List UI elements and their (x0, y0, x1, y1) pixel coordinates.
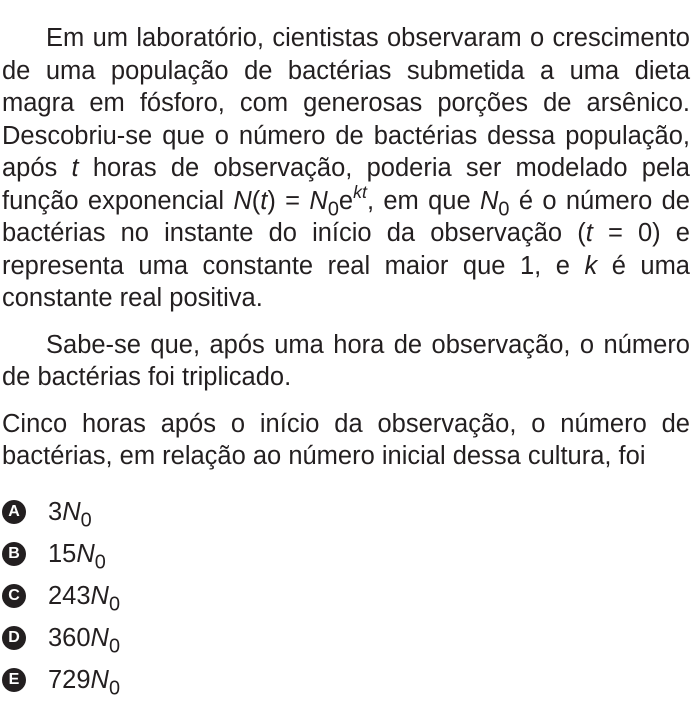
math-subscript: 0 (327, 197, 339, 220)
math-symbol: ) = (267, 186, 310, 215)
option-letter-badge: B (2, 542, 26, 566)
option-text (48, 539, 106, 573)
math-subscript: 0 (94, 550, 106, 573)
math-variable: N (90, 665, 109, 694)
option-a[interactable] (2, 491, 690, 533)
math-symbol: e (338, 186, 354, 215)
option-letter-badge: C (2, 584, 26, 608)
option-text (48, 623, 121, 657)
question-stem: Cinco horas após o início da observação, o número de bactérias, em relação ao número inicial dessa cultura, foi (2, 409, 690, 470)
option-coefficient: 15 (48, 539, 77, 568)
math-variable: N (233, 186, 252, 215)
option-letter-badge: A (2, 500, 26, 524)
text-segment: é o número de bactérias no instante do início da observação ( (2, 186, 690, 247)
math-variable: N (62, 497, 81, 526)
math-variable: t (71, 154, 79, 182)
option-letter-badge: E (2, 668, 26, 692)
math-subscript: 0 (80, 508, 92, 531)
math-subscript: 0 (108, 676, 121, 699)
text-segment: é uma constante real positiva. (2, 251, 690, 312)
text-segment: horas de observação, poderia ser modelado pela função exponencial (2, 154, 690, 215)
option-letter-badge: D (2, 626, 26, 650)
text-segment: , em que (366, 186, 480, 215)
option-d[interactable] (2, 617, 690, 659)
option-c[interactable] (2, 575, 690, 617)
option-coefficient: 729 (48, 665, 91, 694)
math-variable: N (309, 186, 328, 215)
math-subscript: 0 (108, 592, 121, 615)
option-coefficient: 360 (48, 623, 91, 652)
option-text (48, 581, 121, 615)
math-subscript: 0 (108, 634, 121, 657)
text-segment: = 0) e representa uma constante real maior que 1, e (2, 219, 690, 280)
info-paragraph: Sabe-se que, após uma hora de observação, o número de bactérias foi triplicado. (2, 330, 690, 391)
math-variable: N (76, 539, 95, 568)
math-symbol: ( (251, 186, 261, 215)
math-variable: N (90, 581, 109, 610)
context-paragraph (2, 22, 690, 315)
option-coefficient: 243 (48, 581, 91, 610)
math-exponent: kt (353, 181, 367, 202)
math-variable: k (584, 251, 598, 280)
answer-options (2, 491, 690, 701)
math-variable: t (260, 186, 268, 215)
option-coefficient: 3 (48, 497, 63, 526)
option-text (48, 665, 121, 699)
math-variable: t (585, 219, 593, 247)
option-text (48, 497, 92, 531)
text-segment: Em um laboratório, cientistas observaram o crescimento de uma população de bactérias submetida a uma dieta magra em fósforo, com generosas porções de arsênico. Descobriu-se que o número de bactérias dessa população, após (2, 24, 690, 182)
math-variable: N (480, 186, 499, 215)
option-b[interactable] (2, 533, 690, 575)
math-subscript: 0 (498, 197, 510, 220)
option-e[interactable] (2, 659, 690, 701)
math-variable: N (90, 623, 109, 652)
